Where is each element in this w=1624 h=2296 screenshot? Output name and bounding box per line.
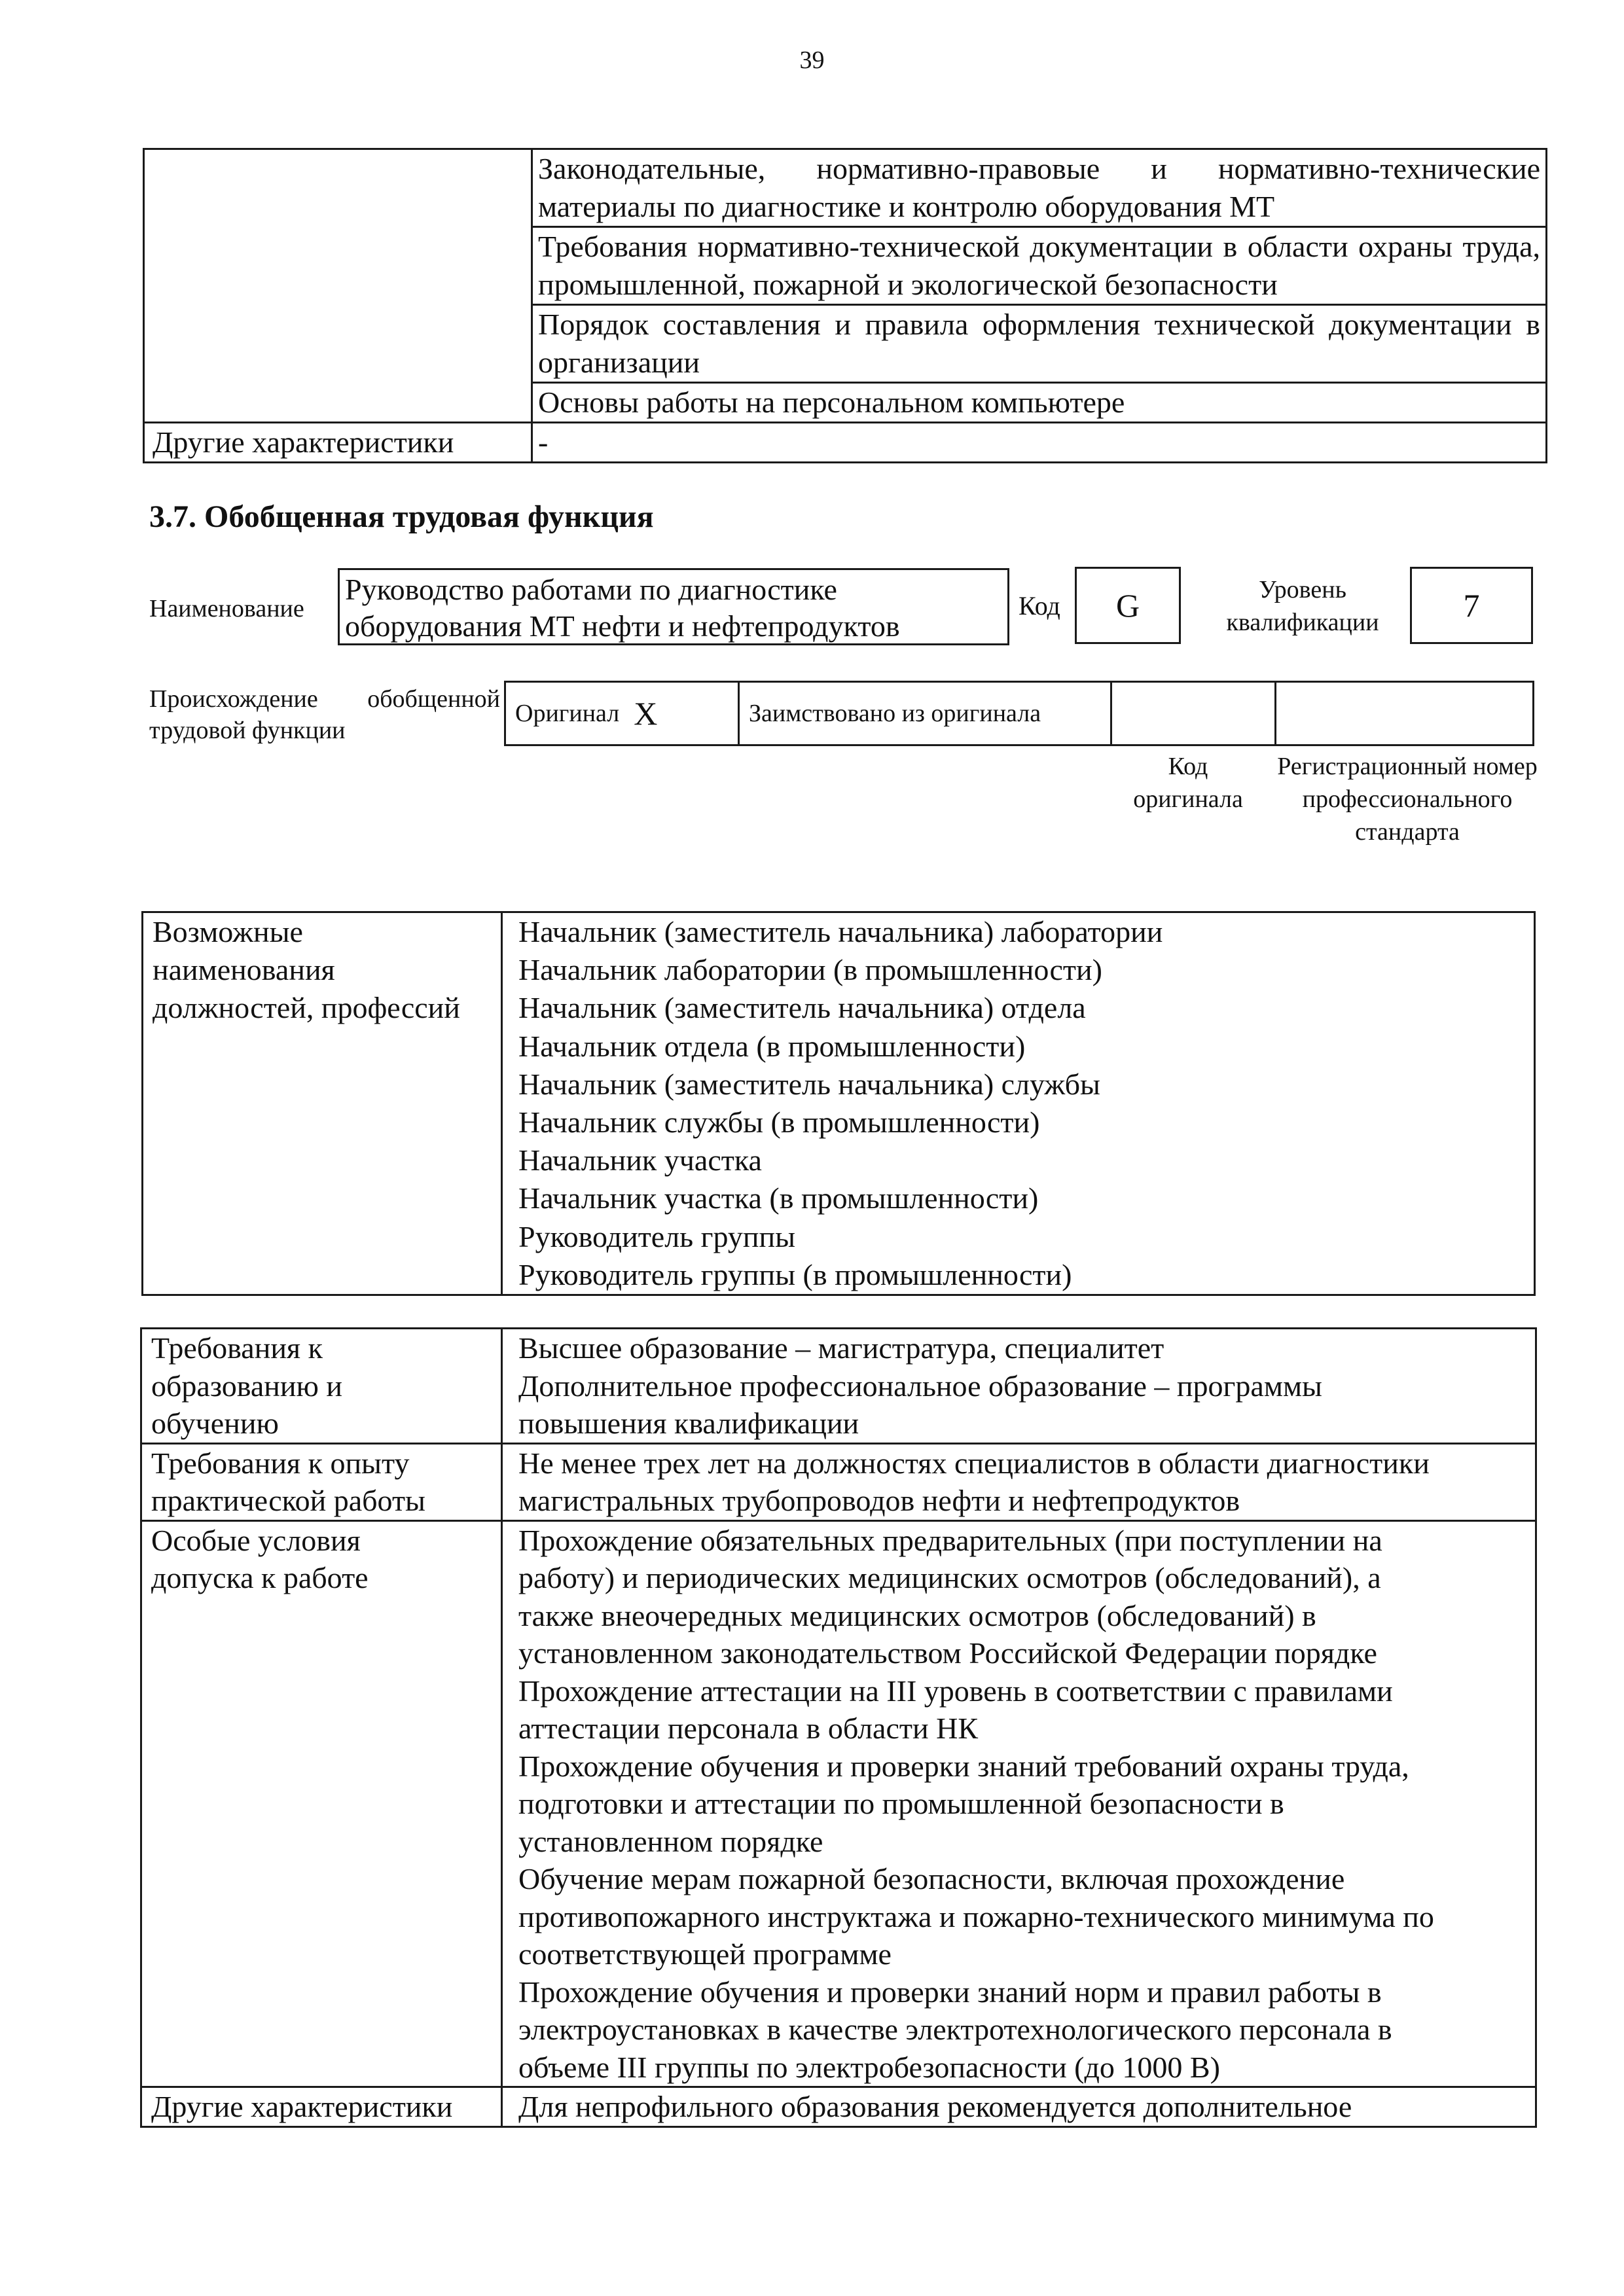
- education-label-cell: [141, 1329, 502, 1444]
- section-heading: 3.7. Обобщенная трудовая функция: [149, 499, 654, 534]
- experience-label-cell: [141, 1443, 502, 1520]
- other-label-cell: [141, 2087, 502, 2127]
- admission-line: Прохождение обязательных предварительных (при поступлении на: [518, 1523, 1382, 1557]
- admission-line: подготовки и аттестации по промышленной безопасности в: [518, 1787, 1284, 1820]
- origin-original-cell: [504, 681, 740, 746]
- code-value: G: [1075, 567, 1181, 644]
- admission-line: Обучение мерам пожарной безопасности, включая прохождение: [518, 1862, 1345, 1895]
- positions-table: [141, 911, 1536, 1296]
- table-row: [144, 423, 1547, 463]
- experience-label-line: практической работы: [151, 1484, 425, 1517]
- education-line: повышения квалификации: [518, 1407, 859, 1440]
- caption-original-code: Код оригинала: [1133, 753, 1243, 813]
- requirements-table: [140, 1327, 1537, 2128]
- table-row: [141, 1443, 1536, 1520]
- origin-row: [504, 681, 1534, 746]
- experience-line: магистральных трубопроводов нефти и нефтепродуктов: [518, 1484, 1240, 1517]
- position-item: Начальник участка (в промышленности): [518, 1181, 1039, 1215]
- education-label-line: образованию и: [151, 1369, 342, 1403]
- table-row: [143, 912, 1535, 1295]
- admission-label-cell: [141, 1520, 502, 2087]
- admission-line: аттестации персонала в области НК: [518, 1712, 978, 1745]
- education-line: Дополнительное профессиональное образование – программы: [518, 1369, 1322, 1403]
- other-characteristics-value: -: [532, 423, 1547, 463]
- experience-line: Не менее трех лет на должностях специалистов в области диагностики: [518, 1446, 1430, 1480]
- table-row: [141, 1329, 1536, 1444]
- admission-line: также внеочередных медицинских осмотров (обследований) в: [518, 1598, 1316, 1632]
- admission-line: Прохождение обучения и проверки знаний норм и правил работы в: [518, 1975, 1382, 2009]
- table-row: [141, 1520, 1536, 2087]
- education-label-line: Требования к: [151, 1331, 323, 1365]
- education-line: Высшее образование – магистратура, специалитет: [518, 1331, 1164, 1365]
- admission-line: установленном законодательством Российской Федерации порядке: [518, 1636, 1377, 1670]
- origin-original-label: Оригинал: [515, 700, 620, 727]
- origin-code-cell: [1110, 681, 1276, 746]
- origin-reg-number-cell: [1274, 681, 1534, 746]
- knowledge-item: Законодательные, нормативно-правовые и нормативно-технические материалы по диагностике и контролю оборудования МТ: [532, 149, 1547, 227]
- origin-x-mark: X: [634, 695, 658, 732]
- admission-line: Прохождение обучения и проверки знаний требований охраны труда,: [518, 1749, 1409, 1783]
- level-label: Уровень квалификации: [1226, 576, 1379, 636]
- position-item: Начальник (заместитель начальника) лаборатории: [518, 915, 1163, 948]
- admission-line: работу) и периодических медицинских осмотров (обследований), а: [518, 1561, 1381, 1594]
- knowledge-item: Порядок составления и правила оформления технической документации в организации: [532, 305, 1547, 383]
- admission-label-line: допуска к работе: [151, 1561, 369, 1594]
- other-value-cell: [502, 2087, 1536, 2127]
- experience-label-line: Требования к опыту: [151, 1446, 410, 1480]
- positions-label-line: Возможные: [153, 915, 303, 948]
- origin-borrowed-cell: [738, 681, 1112, 746]
- other-label-line: Другие характеристики: [151, 2090, 453, 2123]
- knowledge-table: [143, 148, 1547, 463]
- admission-label-line: Особые условия: [151, 1523, 361, 1557]
- function-name-box: Руководство работами по диагностике оборудования МТ нефти и нефтепродуктов: [338, 568, 1009, 645]
- position-item: Начальник лаборатории (в промышленности): [518, 953, 1102, 987]
- admission-line: противопожарного инструктажа и пожарно-технического минимума по: [518, 1899, 1434, 1933]
- page-number: 39: [799, 46, 825, 74]
- admission-value-cell: [502, 1520, 1536, 2087]
- name-label: Наименование: [149, 595, 304, 622]
- admission-line: соответствующей программе: [518, 1937, 892, 1971]
- position-item: Начальник отдела (в промышленности): [518, 1029, 1026, 1063]
- experience-value-cell: [502, 1443, 1536, 1520]
- knowledge-item: Основы работы на персональном компьютере: [532, 383, 1547, 423]
- origin-borrowed-label: Заимствовано из оригинала: [749, 700, 1041, 727]
- other-line: Для непрофильного образования рекомендуется дополнительное: [518, 2090, 1352, 2123]
- positions-label-cell: [143, 912, 502, 1295]
- position-item: Руководитель группы (в промышленности): [518, 1257, 1072, 1291]
- other-characteristics-label: Другие характеристики: [144, 423, 532, 463]
- table-cell-empty: [144, 149, 532, 423]
- table-row: [141, 2087, 1536, 2127]
- position-item: Начальник (заместитель начальника) службы: [518, 1067, 1100, 1101]
- caption-registration-number: Регистрационный номер профессионального стандарта: [1277, 753, 1538, 846]
- table-row: [144, 149, 1547, 227]
- admission-line: объеме III группы по электробезопасности (до 1000 В): [518, 2050, 1220, 2084]
- admission-line: электроустановках в качестве электротехнологического персонала в: [518, 2013, 1392, 2046]
- admission-line: Прохождение аттестации на III уровень в соответствии с правилами: [518, 1674, 1393, 1708]
- knowledge-item: Требования нормативно-технической документации в области охраны труда, промышленной, пожарной и экологической безопасности: [532, 227, 1547, 305]
- admission-line: установленном порядке: [518, 1824, 823, 1858]
- level-value: 7: [1410, 567, 1533, 644]
- positions-label-line: наименования: [153, 953, 335, 987]
- position-item: Начальник участка: [518, 1143, 762, 1177]
- position-item: Руководитель группы: [518, 1219, 796, 1253]
- position-item: Начальник (заместитель начальника) отдела: [518, 991, 1086, 1025]
- code-label: Код: [1019, 591, 1060, 620]
- origin-label: Происхождение обобщенной трудовой функции: [149, 685, 500, 744]
- positions-list-cell: [502, 912, 1535, 1295]
- education-value-cell: [502, 1329, 1536, 1444]
- position-item: Начальник службы (в промышленности): [518, 1105, 1040, 1139]
- education-label-line: обучению: [151, 1407, 279, 1440]
- positions-label-line: должностей, профессий: [153, 991, 460, 1025]
